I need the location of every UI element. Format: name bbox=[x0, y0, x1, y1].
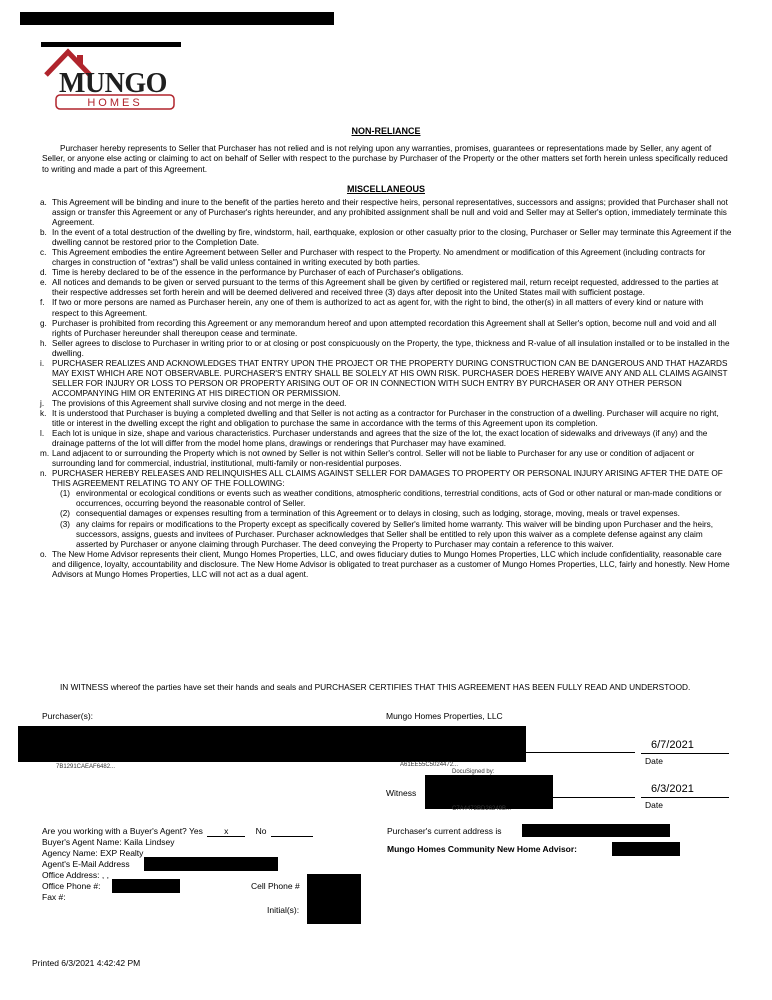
misc-item-letter: j. bbox=[40, 398, 45, 408]
docusigned-by-label: DocuSigned by: bbox=[452, 769, 495, 775]
buyer-agent-question-text: Are you working with a Buyer's Agent? Yes bbox=[42, 826, 203, 836]
redaction-cell-phone bbox=[307, 874, 361, 924]
misc-item bbox=[40, 429, 732, 449]
date-line-1 bbox=[641, 753, 729, 754]
release-subitem-number: (1) bbox=[60, 489, 71, 499]
misc-item-letter: e. bbox=[40, 278, 47, 288]
misc-item-text: In the event of a total destruction of the dwelling by fire, windstorm, hail, earthquake, explosion or other casualty prior to the closing, Purchaser or Seller may terminate this Agreement if the dwelling cannot be restored prior to the Completion Date. bbox=[52, 228, 732, 248]
misc-item-letter: k. bbox=[40, 408, 47, 418]
logo-top-bar bbox=[41, 42, 181, 47]
release-subitem-number: (2) bbox=[60, 509, 71, 519]
buyer-agent-no-field[interactable] bbox=[271, 826, 313, 837]
misc-item-text: This Agreement embodies the entire Agreement between Seller and Purchaser with respect to the Property. No amendment or modification of this Agreement (including contracts for charges in construction of "extras") shall be valid unless contained in writing executed by both parties. bbox=[52, 248, 706, 268]
misc-item-text: The provisions of this Agreement shall survive closing and not merge in the deed. bbox=[52, 398, 347, 408]
redaction-purchaser-address bbox=[522, 824, 670, 837]
misc-item-text: Time is hereby declared to be of the essence in the performance by Purchaser of each of Purchaser's obligations. bbox=[52, 268, 464, 278]
misc-item-text: It is understood that Purchaser is buying a completed dwelling and that Seller is not acting as a contractor for Purchaser in the construction of a dwelling. Purchaser will acquire no right, title or interest in the dwelling except the right and obligation to purchase the same in accordance with the terms of this Agreement upon its completion. bbox=[52, 408, 719, 429]
purchaser-label: Purchaser(s): bbox=[42, 711, 94, 721]
date-label-2: Date bbox=[645, 800, 663, 810]
misc-item bbox=[40, 268, 732, 278]
misc-item-letter: d. bbox=[40, 268, 47, 278]
misc-item bbox=[40, 278, 732, 298]
witness-label: Witness bbox=[386, 788, 417, 798]
release-subitem bbox=[60, 520, 732, 550]
release-subitem-text: environmental or ecological conditions or events such as weather conditions, atmospheric conditions, terrestrial conditions, acts of God or other natural or man-made conditions or occurrences, occurring beyond the reasonable control of Seller. bbox=[76, 489, 722, 509]
printed-timestamp: Printed 6/3/2021 4:42:42 PM bbox=[32, 958, 141, 968]
redaction-top bbox=[20, 12, 334, 25]
misc-item-letter: o. bbox=[40, 549, 47, 559]
purchaser-address-label: Purchaser's current address is bbox=[387, 826, 502, 836]
misc-item-letter: c. bbox=[40, 248, 47, 258]
seller-sign-date: 6/7/2021 bbox=[651, 739, 694, 751]
misc-item-text: PURCHASER REALIZES AND ACKNOWLEDGES THAT ENTRY UPON THE PROJECT OR THE PROPERTY DURING CONSTRUCTION CAN BE DANGEROUS AND THAT HAZARDS MAY EXIST WHICH ARE NOT OBSERVABLE. PURCHASER'S ENTRY SHALL BE SOLELY AT HIS OWN RISK. PURCHASER DOES HEREBY WAIVE ANY AND ALL CLAIMS AGAINST SELLER FOR INJURY OR LOSS TO PERSON OR PROPERTY ARISING OUT OF OR IN CONNECTION WITH SUCH ENTRY BY PURCHASER OR ANY OTHER PERSON ACCOMPANYING HIM OR ENTERING AT HIS DIRECTION OR PERMISSION. bbox=[52, 358, 728, 398]
misc-item-letter: n. bbox=[40, 469, 47, 479]
misc-item-text: Purchaser is prohibited from recording this Agreement or any memorandum hereof and upon attempted recordation this Agreement shall at Seller's option, become null and void and all rights of Purchaser hereunder shall thereupon cease and terminate. bbox=[52, 318, 717, 338]
agent-email-label: Agent's E-Mail Address bbox=[42, 859, 130, 869]
misc-item-letter: g. bbox=[40, 318, 47, 328]
misc-item bbox=[40, 359, 732, 399]
misc-item bbox=[40, 399, 732, 409]
release-subitem bbox=[60, 509, 732, 519]
seller-signature-line bbox=[525, 752, 635, 753]
date-label-1: Date bbox=[645, 756, 663, 766]
logo-brand-text: MUNGO bbox=[59, 68, 167, 99]
seller-docusign-hash: A61EE55C5024472... bbox=[400, 762, 459, 768]
misc-item bbox=[40, 409, 732, 429]
buyer-agent-no-label: No bbox=[255, 826, 267, 836]
release-subitem-text: consequential damages or expenses resulting from a termination of this Agreement or to delays in closing, such as lodging, storage, moving, meals or travel expenses. bbox=[76, 509, 680, 519]
fax-label: Fax #: bbox=[42, 892, 66, 902]
buyer-agent-question bbox=[42, 826, 313, 837]
seller-label: Mungo Homes Properties, LLC bbox=[386, 711, 503, 721]
misc-item-text: If two or more persons are named as Purchaser herein, any one of them is authorized to act as agent for, with the right to bind, the other(s) in all matters of every kind or nature with respect to this Agreement. bbox=[52, 298, 704, 318]
redaction-witness-signature bbox=[425, 775, 553, 809]
non-reliance-text: Purchaser hereby represents to Seller that Purchaser has not relied and is not relying upon any warranties, promises, guarantees or representations made by Seller, any agent of Seller, or anyone else acting or claiming to act on behalf of Seller with respect to the purchase by Purchaser of the Property or the other matters set forth herein unless specifically reduced to writing and made a part of this Agreement. bbox=[42, 143, 728, 174]
misc-item-text: Each lot is unique in size, shape and various characteristics. Purchaser understands and agrees that the size of the lot, the exact location of sidewalks and driveways (if any) and the drainage patterns of the lot will differ from the model home plans, drawings or renderings that Purchaser may have examined. bbox=[52, 429, 708, 449]
misc-item-letter: i. bbox=[40, 358, 45, 368]
misc-item-letter: h. bbox=[40, 338, 47, 348]
non-reliance-heading: NON-RELIANCE bbox=[351, 126, 421, 136]
misc-item bbox=[40, 339, 732, 359]
misc-item-text: PURCHASER HEREBY RELEASES AND RELINQUISHES ALL CLAIMS AGAINST SELLER FOR DAMAGES TO PROPERTY OR PERSONAL INJURY ARISING AFTER THE DATE OF THIS AGREEMENT RELATING TO ANY OF THE FOLLOWING: bbox=[52, 469, 723, 489]
misc-item-letter: b. bbox=[40, 228, 47, 238]
office-phone-label: Office Phone #: bbox=[42, 881, 101, 891]
new-home-advisor-label: Mungo Homes Community New Home Advisor: bbox=[387, 844, 578, 854]
misc-item-text: Seller agrees to disclose to Purchaser in writing prior to or at closing or post conspicuously on the Property, the type, thickness and R-value of all insulation installed or to be installed in the dwelling. bbox=[52, 338, 730, 358]
release-subitem-number: (3) bbox=[60, 519, 71, 529]
misc-item bbox=[40, 298, 732, 318]
witness-statement: IN WITNESS whereof the parties have set their hands and seals and PURCHASER CERTIFIES THAT THIS AGREEMENT HAS BEEN FULLY READ AND UNDERSTOOD. bbox=[60, 682, 691, 692]
witness-signature-line bbox=[553, 797, 635, 798]
miscellaneous-heading: MISCELLANEOUS bbox=[346, 184, 425, 194]
misc-item bbox=[40, 198, 732, 228]
miscellaneous-list bbox=[40, 198, 732, 580]
misc-item bbox=[40, 469, 732, 489]
agency-name: Agency Name: EXP Realty bbox=[42, 848, 144, 858]
redaction-office-phone bbox=[112, 879, 180, 893]
logo-sub-text: HOMES bbox=[87, 97, 143, 109]
mungo-homes-logo bbox=[44, 48, 178, 114]
office-address: Office Address: , , bbox=[42, 870, 109, 880]
cell-phone-label: Cell Phone # bbox=[251, 881, 300, 891]
misc-item-letter: a. bbox=[40, 198, 47, 207]
misc-item bbox=[40, 550, 732, 580]
misc-item bbox=[40, 248, 732, 268]
misc-item-letter: m. bbox=[40, 449, 50, 459]
misc-item bbox=[40, 449, 732, 469]
purchaser-docusign-hash: 7B1291CAEAF6482... bbox=[56, 764, 116, 770]
release-subitem-text: any claims for repairs or modifications to the Property except as specifically covered by Seller's limited home warranty. This waiver will be binding upon Purchaser and the heirs, successors, assigns, guests and invitees of Purchaser. Purchaser acknowledges that Seller shall be entitled to rely upon this waiver as a complete defense against any claim asserted by Purchaser or anyone claiming through Purchaser. The deed conveying the Property to Purchaser may contain a reference to this waiver. bbox=[76, 519, 713, 549]
date-line-2 bbox=[641, 797, 729, 798]
misc-item-letter: l. bbox=[40, 429, 45, 439]
witness-docusign-hash: C7A4472BD26249B... bbox=[452, 806, 512, 812]
misc-item-text: This Agreement will be binding and inure to the benefit of the parties hereto and their respective heirs, personal representatives, successors and assigns; provided that Purchaser shall not assign or transfer this Agreement or any of Purchaser's rights hereunder, and any prohibited assignment shall be null and void and Seller may at Seller's option, immediately terminate this Agreement. bbox=[52, 198, 728, 228]
misc-item-letter: f. bbox=[40, 298, 45, 308]
misc-item bbox=[40, 228, 732, 248]
witness-sign-date: 6/3/2021 bbox=[651, 783, 694, 795]
misc-item bbox=[40, 319, 732, 339]
redaction-purchaser-signature bbox=[18, 726, 526, 762]
redaction-advisor-name bbox=[612, 842, 680, 856]
release-subitem bbox=[60, 489, 732, 509]
misc-item-text: Land adjacent to or surrounding the Property which is not owned by Seller is not within Seller's control. Seller will not be liable to Purchaser for any use or condition of adjacent or surrounding land for commercial, industrial, institutional, multi-family or non-residential purposes. bbox=[52, 449, 695, 469]
initials-label: Initial(s): bbox=[267, 905, 300, 915]
misc-item-text: The New Home Advisor represents their client, Mungo Homes Properties, LLC, and owes fiduciary duties to Mungo Homes Properties, LLC which include confidentiality, reasonable care and diligence, loyalty, accountability and disclosure. The New Home Advisor is obligated to treat purchaser as a customer of Mungo Homes Properties, LLC, fairly and honestly. New Home Advisors at Mungo Homes Properties, LLC will not act as a dual agent. bbox=[52, 549, 730, 579]
buyer-agent-name: Buyer's Agent Name: Kaila Lindsey bbox=[42, 837, 175, 847]
buyer-agent-yes-field[interactable]: x bbox=[207, 826, 245, 837]
misc-item-text: All notices and demands to be given or served pursuant to the terms of this Agreement shall be given by certified or registered mail, return receipt requested, addressed to the parties at their respective addresses set forth herein and will be deemed delivered and received three (3) days after deposit into the United States mail with sufficient postage. bbox=[52, 278, 719, 298]
redaction-agent-email bbox=[144, 857, 278, 871]
